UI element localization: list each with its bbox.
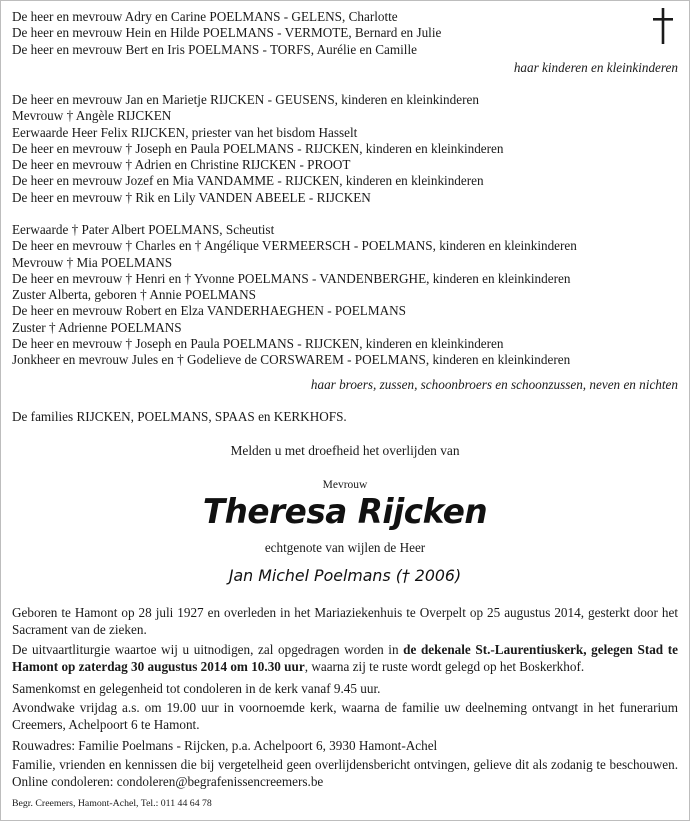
condolence-paragraph: Samenkomst en gelegenheid tot condoleren in de kerk vanaf 9.45 uur. [12,681,381,696]
wake-paragraph: Avondwake vrijdag a.s. om 19.00 uur in voornoemde kerk, waarna de familie uw deelneming ontvangt in het funerarium Creemers, Achelpoort 6 te Hamont. [12,700,678,732]
funeral-director-credit: Begr. Creemers, Hamont-Achel, Tel.: 011 44 64 78 [12,798,212,809]
mourner-line: De heer en mevrouw Jan en Marietje RIJCKEN - GEUSENS, kinderen en kleinkinderen [12,92,479,107]
funeral-liturgy-paragraph [12,642,678,675]
mourner-line: Zuster † Adrienne POELMANS [12,319,182,335]
mourner-line: De heer en mevrouw † Rik en Lily VANDEN ABEELE - RIJCKEN [12,189,371,205]
announcement-intro: Melden u met droefheid het overlijden van [230,443,460,458]
mourner-line: De heer en mevrouw † Henri en † Yvonne POELMANS - VANDENBERGHE, kinderen en kleinkinderen [12,270,571,286]
children-signoff: haar kinderen en kleinkinderen [513,60,678,75]
mourner-line: Mevrouw † Mia POELMANS [12,254,173,270]
mourner-line: De heer en mevrouw Robert en Elza VANDERHAEGHEN - POELMANS [12,303,406,319]
birth-death-paragraph: Geboren te Hamont op 28 juli 1927 en overleden in het Mariaziekenhuis te Overpelt op 25 augustus 2014, gesterkt door het Sacrament van de zieken. [12,605,678,637]
mourner-line: Mevrouw † Angèle RIJCKEN [12,108,172,124]
mourner-line: De heer en mevrouw Adry en Carine POELMANS - GELENS, Charlotte [12,9,398,24]
honorific: Mevrouw [322,479,368,491]
mourner-line: De heer en mevrouw Bert en Iris POELMANS - TORFS, Aurélie en Camille [12,41,417,57]
rijcken-family-list [12,92,662,206]
cross-vertical-bar [662,8,665,44]
mourner-line: Jonkheer en mevrouw Jules en † Godelieve de CORSWAREM - POELMANS, kinderen en kleinkinderen [12,352,571,368]
siblings-signoff: haar broers, zussen, schoonbroers en schoonzussen, neven en nichten [310,377,678,392]
mourner-line: Zuster Alberta, geboren † Annie POELMANS [12,287,256,303]
liturgy-text-after: , waarna zij te ruste wordt gelegd op het Boskerkhof. [304,658,585,674]
latin-cross-icon [652,8,674,44]
mourner-line: Eerwaarde † Pater Albert POELMANS, Scheutist [12,222,275,237]
spouse-intro: echtgenote van wijlen de Heer [264,540,426,555]
mourning-address: Rouwadres: Familie Poelmans - Rijcken, p.a. Achelpoort 6, 3930 Hamont-Achel [12,738,438,753]
mourner-line: De heer en mevrouw † Adrien en Christine RIJCKEN - PROOT [12,157,351,173]
cross-horizontal-bar [653,18,673,21]
mourner-line: De families RIJCKEN, POELMANS, SPAAS en KERKHOFS. [12,409,347,424]
poelmans-family-list [12,222,662,369]
liturgy-text-before: De uitvaartliturgie waartoe wij u uitnodigen, zal opgedragen worden in [12,642,404,657]
liturgy-church-and-time: de dekenale St.-Laurentiuskerk, gelegen Stad te Hamont op zaterdag 30 augustus 2014 om 10.30 uur [12,642,678,674]
mourner-line: De heer en mevrouw † Charles en † Angélique VERMEERSCH - POELMANS, kinderen en kleinkinderen [12,238,577,254]
mourner-line: De heer en mevrouw Jozef en Mia VANDAMME - RIJCKEN, kinderen en kleinkinderen [12,173,484,189]
mourner-line: De heer en mevrouw Hein en Hilde POELMANS - VERMOTE, Bernard en Julie [12,25,442,41]
mourner-line: De heer en mevrouw † Joseph en Paula POELMANS - RIJCKEN, kinderen en kleinkinderen [12,140,504,156]
mourner-line: Eerwaarde Heer Felix RIJCKEN, priester van het bisdom Hasselt [12,124,358,140]
children-list [12,9,632,58]
border-top [0,0,690,1]
families-list [12,409,662,425]
spouse-name: Jan Michel Poelmans († 2006) [228,566,462,585]
border-left [0,0,1,821]
mourner-line: De heer en mevrouw † Joseph en Paula POELMANS - RIJCKEN, kinderen en kleinkinderen [12,336,504,352]
deceased-name: Theresa Rijcken [202,492,488,532]
family-notice-paragraph: Familie, vrienden en kennissen die bij vergetelheid geen overlijdensbericht ontvingen, gelieve dit als zodanig te beschouwen. Online condoleren: condoleren@begrafenissencreemers.be [12,757,678,789]
